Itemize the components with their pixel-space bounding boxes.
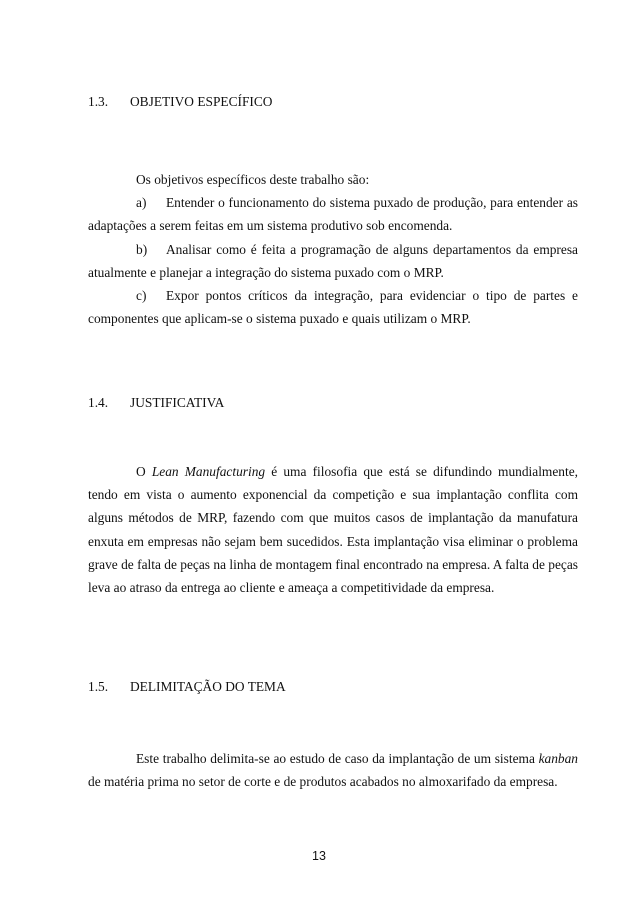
objective-item-a — [88, 191, 578, 237]
page-number: 13 — [312, 849, 326, 863]
delimitation-paragraph — [88, 747, 578, 793]
list-marker: a) — [136, 195, 147, 211]
paragraph-text: O — [136, 464, 152, 479]
paragraph-emphasis: kanban — [538, 751, 578, 766]
section-number: 1.4. — [88, 395, 109, 410]
list-item-text: Analisar como é feita a programação de alguns departamentos da empresa atualmente e planejar a integração do sistema puxado com o MRP. — [88, 241, 578, 280]
section-title: OBJETIVO ESPECÍFICO — [130, 94, 273, 109]
delimitation-block — [88, 747, 578, 793]
paragraph-emphasis: Lean Manufacturing — [151, 464, 266, 479]
section-title: JUSTIFICATIVA — [130, 395, 225, 410]
objective-item-c — [88, 284, 578, 330]
objectives-block — [88, 168, 578, 330]
section-heading-objetivo — [88, 94, 272, 110]
section-title: DELIMITAÇÃO DO TEMA — [130, 679, 286, 694]
paragraph-text: de matéria prima no setor de corte e de produtos acabados no almoxarifado da empresa. — [88, 774, 558, 790]
objectives-intro: Os objetivos específicos deste trabalho são: — [136, 172, 370, 187]
section-heading-delimitacao — [88, 679, 286, 695]
list-marker: b) — [136, 241, 148, 257]
objective-item-b — [88, 238, 578, 284]
paragraph-text: Este trabalho delimita-se ao estudo de caso da implantação de um sistema — [136, 751, 539, 766]
list-item-text: Entender o funcionamento do sistema puxado de produção, para entender as adaptações a serem feitas em um sistema produtivo sob encomenda. — [88, 195, 578, 234]
section-number: 1.3. — [88, 94, 109, 109]
section-heading-justificativa — [88, 395, 224, 411]
section-number: 1.5. — [88, 679, 109, 694]
justification-block — [88, 460, 578, 599]
list-item-text: Expor pontos críticos da integração, para evidenciar o tipo de partes e componentes que aplicam-se o sistema puxado e quais utilizam o MRP. — [88, 288, 578, 327]
justification-paragraph — [88, 460, 578, 599]
paragraph-text: é uma filosofia que está se difundindo mundialmente, tendo em vista o aumento exponencial da competição e sua implantação conflita com alguns métodos de MRP, fazendo com que muitos casos de implantação da manufatura enxuta em empresas não sejam bem sucedidos. Esta implantação visa eliminar o problema grave de falta de peças na linha de montagem final encontrado na empresa. A falta de peças leva ao atraso da entrega ao cliente e ameaça a competitividade da empresa. — [88, 464, 578, 596]
list-marker: c) — [136, 288, 147, 304]
